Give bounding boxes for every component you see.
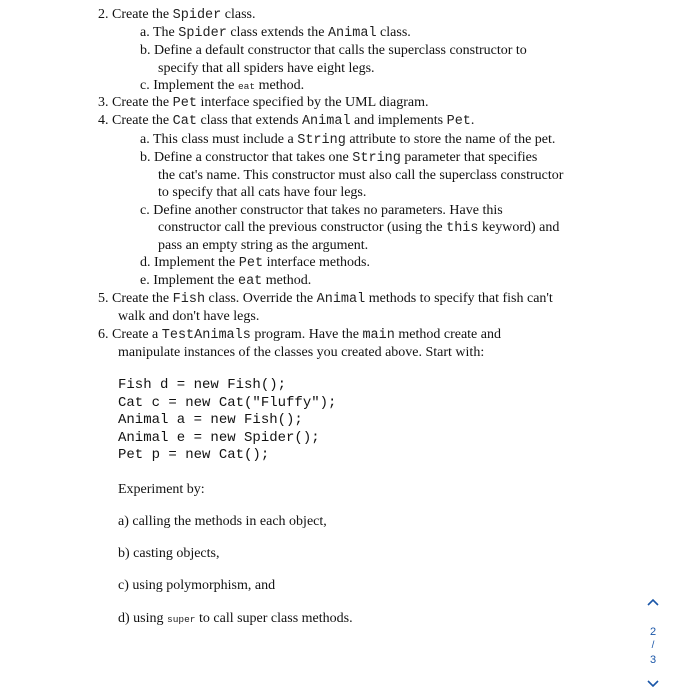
experiment-item: c) using polymorphism, and (118, 578, 276, 593)
code-line: Animal e = new Spider(); (118, 430, 320, 446)
item-text: Create the (112, 291, 173, 306)
list-item-continuation: manipulate instances of the classes you created above. Start with: (118, 345, 485, 360)
item-text: Create the (112, 7, 173, 22)
code-term: Spider (172, 8, 222, 23)
code-term: String (352, 151, 401, 166)
code-term: this (446, 221, 479, 236)
code-term: Fish (172, 292, 206, 307)
list-item (98, 94, 429, 113)
code-line: Cat c = new Cat("Fluffy"); (118, 395, 337, 411)
item-text: method create and (394, 327, 501, 342)
sub-item-letter: a. (140, 132, 150, 147)
sub-item (140, 42, 527, 60)
code-term: Cat (172, 114, 197, 129)
current-page-number: 2 (649, 626, 657, 638)
sub-item-continuation (158, 219, 559, 238)
code-line: Animal a = new Fish(); (118, 412, 303, 428)
sub-item-letter: e. (140, 273, 150, 288)
item-text: keyword) and (478, 220, 560, 235)
code-term: String (297, 133, 346, 148)
item-text: methods to specify that fish can't (365, 291, 553, 306)
sub-item-letter: b. (140, 43, 151, 58)
item-text: interface methods. (263, 255, 370, 270)
item-text: Implement the (153, 78, 238, 93)
item-text: Implement the (153, 273, 238, 288)
list-item (98, 6, 255, 25)
sub-item-continuation: the cat's name. This constructor must also call the superclass constructor (158, 168, 564, 183)
code-term: main (362, 328, 395, 343)
item-text: constructor call the previous constructor (using the (158, 220, 447, 235)
page-separator: / (651, 640, 655, 651)
item-text: parameter that specifies (400, 150, 538, 165)
sub-item (140, 202, 503, 220)
code-term: Pet (172, 96, 197, 111)
item-text: and implements (350, 113, 447, 128)
item-text: Define a default constructor that calls the superclass constructor to (154, 43, 527, 58)
item-text: class that extends (196, 113, 302, 128)
code-term: Pet (446, 114, 471, 129)
code-term: super (167, 614, 196, 625)
item-text: Define another constructor that takes no parameters. Have this (153, 203, 503, 218)
sub-item-letter: a. (140, 25, 150, 40)
page-navigator (640, 592, 666, 694)
item-text: Create a (112, 327, 162, 342)
sub-item (140, 24, 411, 43)
code-line: Fish d = new Fish(); (118, 377, 287, 393)
code-term: TestAnimals (161, 328, 251, 343)
item-text: attribute to store the name of the pet. (345, 132, 556, 147)
sub-item-letter: c. (140, 203, 150, 218)
item-text: Create the (112, 95, 173, 110)
item-number: 4. (98, 113, 109, 128)
code-term: eat (237, 81, 256, 92)
experiment-item (118, 610, 353, 629)
item-text: program. Have the (250, 327, 363, 342)
item-number: 5. (98, 291, 109, 306)
code-term: Animal (327, 26, 377, 41)
code-term: Animal (316, 292, 366, 307)
experiment-item: a) calling the methods in each object, (118, 514, 327, 529)
item-text: Implement the (154, 255, 239, 270)
chevron-down-icon (643, 676, 663, 692)
item-text: class. (221, 7, 256, 22)
item-text: interface specified by the UML diagram. (196, 95, 429, 110)
item-number: 3. (98, 95, 109, 110)
experiment-heading: Experiment by: (118, 482, 205, 497)
sub-item-letter: c. (140, 78, 150, 93)
item-text: . (470, 113, 475, 128)
experiment-item: b) casting objects, (118, 546, 220, 561)
sub-item (140, 131, 555, 150)
code-term: Spider (178, 26, 227, 41)
code-term: Pet (238, 256, 264, 271)
list-item (98, 326, 501, 345)
item-text: class extends the (226, 25, 328, 40)
sub-item (140, 149, 537, 168)
total-pages-number: 3 (649, 654, 657, 666)
sub-item-letter: d. (140, 255, 151, 270)
item-number: 2. (98, 7, 109, 22)
item-text: Define a constructor that takes one (154, 150, 353, 165)
list-item-continuation: walk and don't have legs. (118, 309, 260, 324)
item-text: method. (255, 78, 305, 93)
item-text: Create the (112, 113, 173, 128)
sub-item-continuation: specify that all spiders have eight legs. (158, 61, 375, 76)
code-term: eat (237, 274, 263, 289)
item-text: method. (262, 273, 312, 288)
sub-item-continuation: pass an empty string as the argument. (158, 238, 369, 253)
item-text: The (152, 25, 179, 40)
item-text: class. Override the (205, 291, 317, 306)
previous-page-button[interactable] (643, 594, 663, 610)
list-item (98, 112, 474, 131)
code-term: Animal (301, 114, 351, 129)
sub-item (140, 254, 370, 273)
item-text: This class must include a (152, 132, 298, 147)
next-page-button[interactable] (643, 676, 663, 692)
sub-item (140, 272, 311, 291)
sub-item-continuation: to specify that all cats have four legs. (158, 185, 367, 200)
chevron-up-icon (643, 594, 663, 610)
item-text: class. (376, 25, 411, 40)
sub-item-letter: b. (140, 150, 151, 165)
item-text: to call super class methods. (195, 611, 353, 626)
code-line: Pet p = new Cat(); (118, 447, 270, 463)
item-number: 6. (98, 327, 109, 342)
list-item (98, 290, 553, 309)
item-text: d) using (118, 611, 167, 626)
